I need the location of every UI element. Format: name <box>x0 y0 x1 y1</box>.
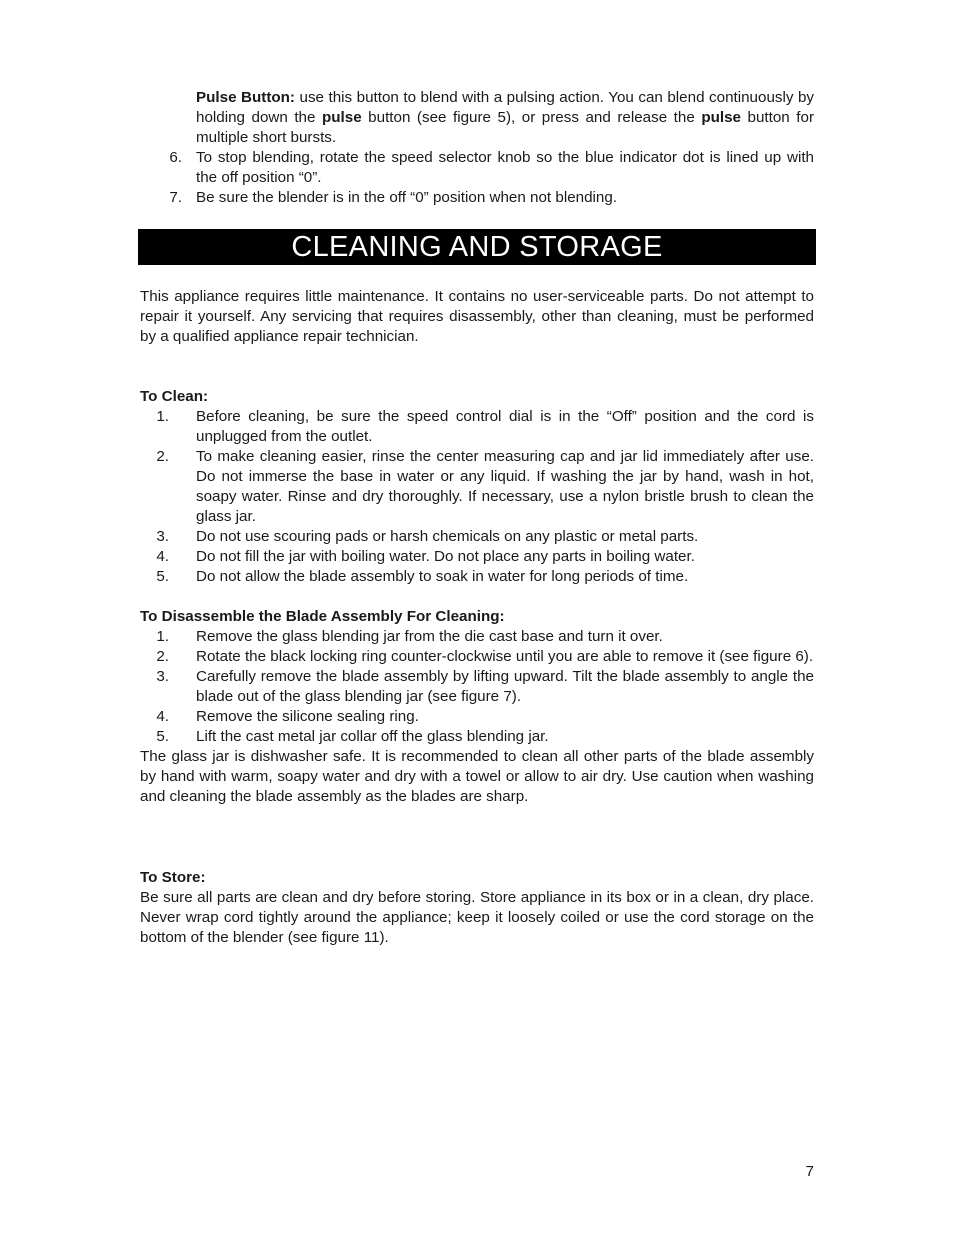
pulse-button-label: Pulse Button: <box>196 89 295 106</box>
list-number: 1. <box>156 408 169 425</box>
list-text: To make cleaning easier, rinse the center measuring cap and jar lid immediately after use. Do not immerse the base in water or any liquid. If washing the jar by hand, wash in hot, soapy water. Rinse and dry thoroughly. If necessary, use a nylon bristle brush to clean the glass jar. <box>196 448 814 525</box>
list-text: Rotate the black locking ring counter-clockwise until you are able to remove it (see figure 6). <box>196 648 814 665</box>
list-text: Do not use scouring pads or harsh chemicals on any plastic or metal parts. <box>196 528 699 545</box>
store-heading: To Store: <box>140 869 206 886</box>
list-number: 6. <box>169 149 182 166</box>
list-item <box>140 527 814 547</box>
list-item <box>140 567 814 587</box>
intro-paragraph: This appliance requires little maintenance. It contains no user-serviceable parts. Do not attempt to repair it yourself. Any servicing that requires disassembly, other than cleaning, must be performed by a qualified appliance repair technician. <box>140 288 814 345</box>
list-text: Do not allow the blade assembly to soak in water for long periods of time. <box>196 568 689 585</box>
list-number: 5. <box>156 728 169 745</box>
store-section <box>140 868 814 948</box>
list-item <box>140 547 814 567</box>
list-text: Lift the cast metal jar collar off the glass blending jar. <box>196 728 549 745</box>
list-text: Remove the glass blending jar from the die cast base and turn it over. <box>196 628 663 645</box>
list-number: 4. <box>156 548 169 565</box>
dishwasher-paragraph: The glass jar is dishwasher safe. It is recommended to clean all other parts of the blade assembly by hand with warm, soapy water and dry with a towel or allow to air dry. Use caution when washing and cleaning the blade assembly as the blades are sharp. <box>140 748 814 805</box>
list-text: To stop blending, rotate the speed selector knob so the blue indicator dot is lined up with the off position “0”. <box>196 149 814 186</box>
list-item <box>140 188 814 208</box>
list-text: Carefully remove the blade assembly by lifting upward. Tilt the blade assembly to angle the blade out of the glass blending jar (see figure 7). <box>196 668 814 705</box>
store-paragraph: Be sure all parts are clean and dry before storing. Store appliance in its box or in a clean, dry place. Never wrap cord tightly around the appliance; keep it loosely coiled or use the cord storage on the bottom of the blender (see figure 11). <box>140 889 814 946</box>
pulse-text-b: button (see figure 5), or press and release the <box>361 109 702 126</box>
list-text: Be sure the blender is in the off “0” position when not blending. <box>196 189 618 206</box>
pulse-button-paragraph <box>196 88 814 148</box>
list-number: 2. <box>156 648 169 665</box>
pulse-bold-2: pulse <box>701 109 741 126</box>
list-item <box>140 707 814 727</box>
list-number: 3. <box>156 528 169 545</box>
disassemble-section <box>140 607 814 807</box>
list-number: 4. <box>156 708 169 725</box>
section-title-banner: CLEANING AND STORAGE <box>138 229 816 265</box>
pulse-text-c: button for multiple short bursts. <box>196 109 815 146</box>
list-number: 3. <box>156 668 169 685</box>
list-item <box>140 627 814 647</box>
list-number: 5. <box>156 568 169 585</box>
list-item <box>140 647 814 667</box>
pulse-bold-1: pulse <box>321 109 362 126</box>
list-number: 7. <box>169 189 182 206</box>
list-item <box>140 148 814 188</box>
list-item <box>140 727 814 747</box>
disassemble-heading: To Disassemble the Blade Assembly For Cleaning: <box>140 608 505 625</box>
list-item <box>140 407 814 447</box>
pulse-text-a: use this button to blend with a pulsing action. You can blend continuously by holding down the <box>196 89 814 126</box>
list-number: 1. <box>156 628 169 645</box>
list-item <box>140 667 814 707</box>
clean-section <box>140 387 814 587</box>
list-number: 2. <box>156 448 169 465</box>
page-number: 7 <box>805 1163 814 1180</box>
list-item <box>140 447 814 527</box>
list-text: Before cleaning, be sure the speed control dial is in the “Off” position and the cord is unplugged from the outlet. <box>196 408 814 445</box>
list-text: Remove the silicone sealing ring. <box>196 708 419 725</box>
list-text: Do not fill the jar with boiling water. Do not place any parts in boiling water. <box>196 548 695 565</box>
operation-continued <box>140 88 814 208</box>
clean-heading: To Clean: <box>140 388 209 405</box>
